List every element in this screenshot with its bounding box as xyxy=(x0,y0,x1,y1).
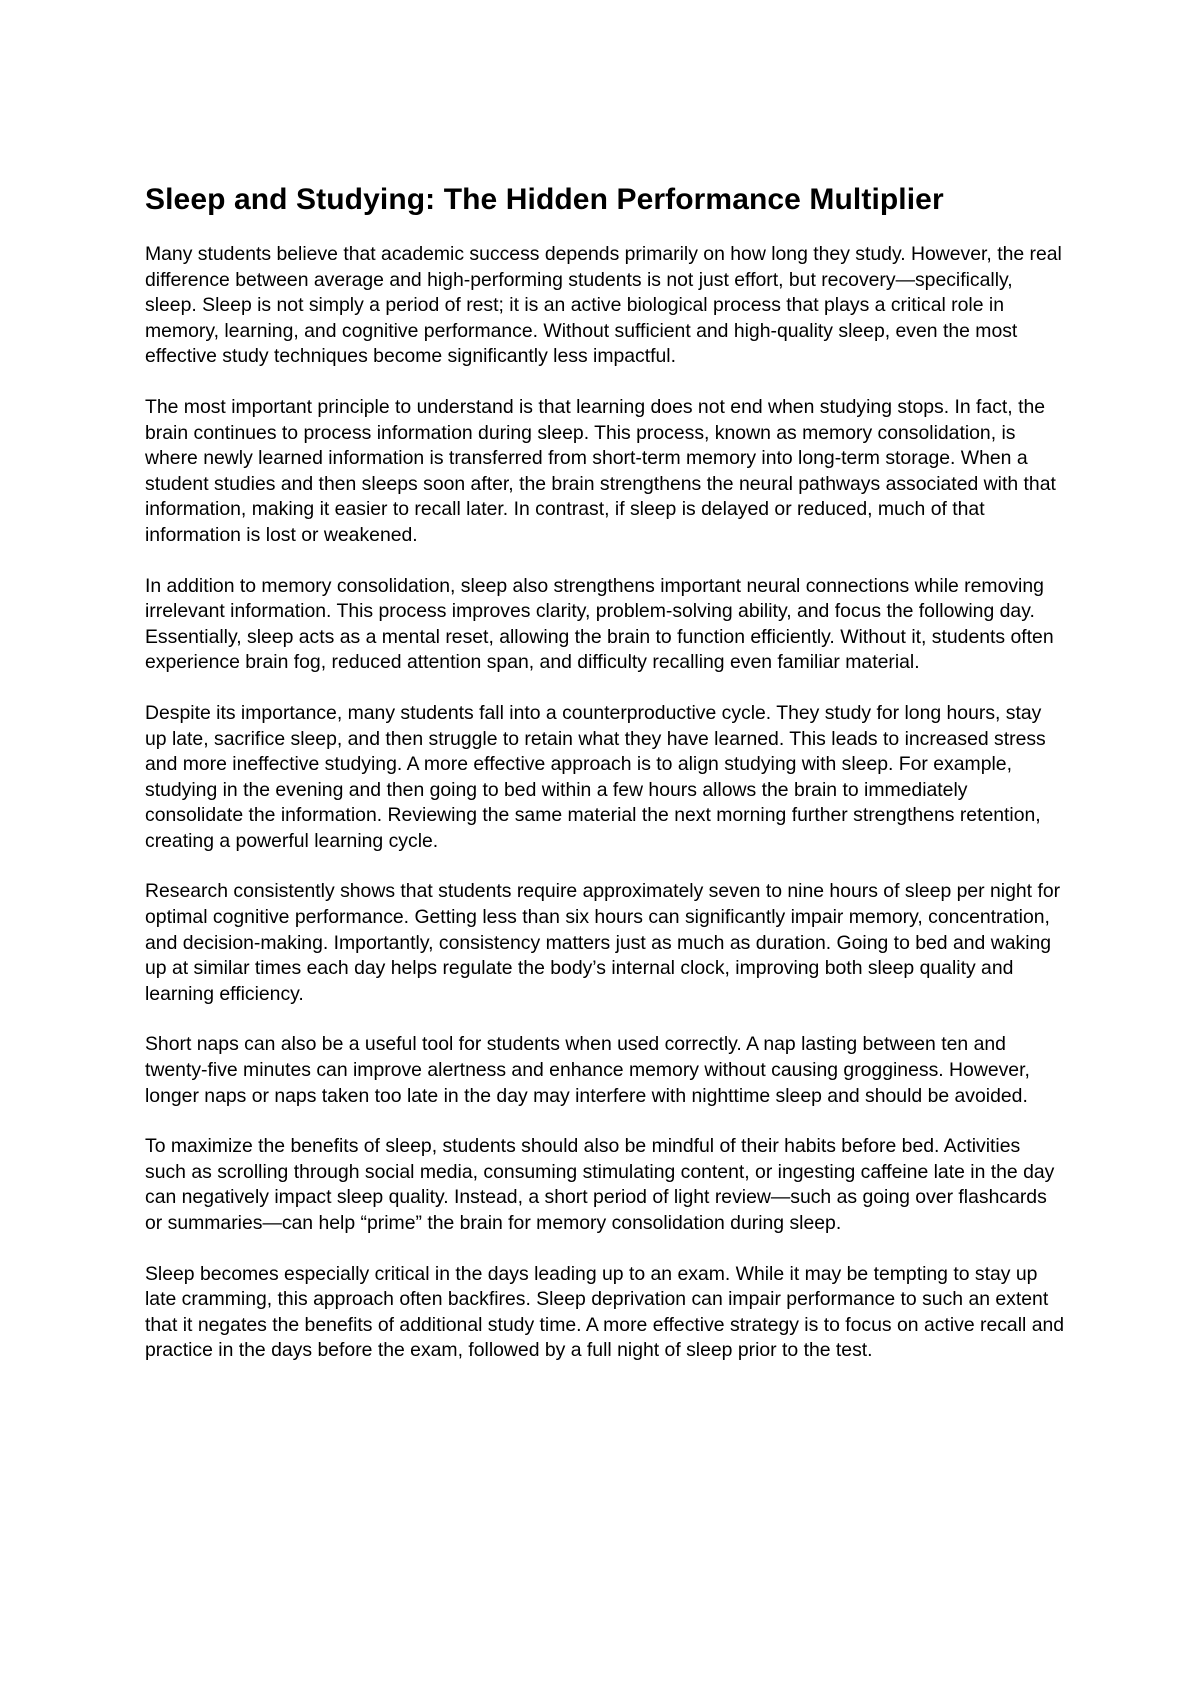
paragraph-neural-connections: In addition to memory consolidation, sleep also strengthens important neural connections while removing irrelevant information. This process improves clarity, problem-solving ability, and focus the following day. Essentially, sleep acts as a mental reset, allowing the brain to function efficiently. Without it, students often experience brain fog, reduced attention span, and difficulty recalling even familiar material. xyxy=(145,574,1054,674)
document-title: Sleep and Studying: The Hidden Performance Multiplier xyxy=(145,183,944,216)
paragraph-counterproductive-cycle: Despite its importance, many students fall into a counterproductive cycle. They study for long hours, stay up late, sacrifice sleep, and then struggle to retain what they have learned. This leads to increased stress and more ineffective studying. A more effective approach is to align studying with sleep. For example, studying in the evening and then going to bed within a few hours allows the brain to immediately consolidate the information. Reviewing the same material the next morning further strengthens retention, creating a powerful learning cycle. xyxy=(145,701,1046,852)
paragraph-memory-consolidation: The most important principle to understand is that learning does not end when studying stops. In fact, the brain continues to process information during sleep. This process, known as memory consolidation, is where newly learned information is transferred from short-term memory into long-term storage. When a student studies and then sleeps soon after, the brain strengthens the neural pathways associated with that information, making it easier to recall later. In contrast, if sleep is delayed or reduced, much of that information is lost or weakened. xyxy=(145,395,1056,546)
paragraph-exam-preparation: Sleep becomes especially critical in the days leading up to an exam. While it may be tempting to stay up late cramming, this approach often backfires. Sleep deprivation can impair performance to such an extent that it negates the benefits of additional study time. A more effective strategy is to focus on active recall and practice in the days before the exam, followed by a full night of sleep prior to the test. xyxy=(145,1262,1065,1362)
paragraph-bedtime-habits: To maximize the benefits of sleep, students should also be mindful of their habits before bed. Activities such as scrolling through social media, consuming stimulating content, or ingesting caffeine late in the day can negatively impact sleep quality. Instead, a short period of light review—such as going over flashcards or summaries—can help “prime” the brain for memory consolidation during sleep. xyxy=(145,1135,1055,1234)
paragraph-intro: Many students believe that academic success depends primarily on how long they study. However, the real difference between average and high-performing students is not just effort, but recovery—specifically, sleep. Sleep is not simply a period of rest; it is an active biological process that plays a critical role in memory, learning, and cognitive performance. Without sufficient and high-quality sleep, even the most effective study techniques become significantly less impactful. xyxy=(145,243,1062,368)
document-body xyxy=(145,180,1065,1389)
paragraph-naps: Short naps can also be a useful tool for students when used correctly. A nap lasting between ten and twenty-five minutes can improve alertness and enhance memory without causing grogginess. However, longer naps or naps taken too late in the day may interfere with nighttime sleep and should be avoided. xyxy=(145,1033,1030,1107)
paragraph-sleep-duration: Research consistently shows that students require approximately seven to nine hours of sleep per night for optimal cognitive performance. Getting less than six hours can significantly impair memory, concentration, and decision-making. Importantly, consistency matters just as much as duration. Going to bed and waking up at similar times each day helps regulate the body’s internal clock, improving both sleep quality and learning efficiency. xyxy=(145,880,1061,1005)
